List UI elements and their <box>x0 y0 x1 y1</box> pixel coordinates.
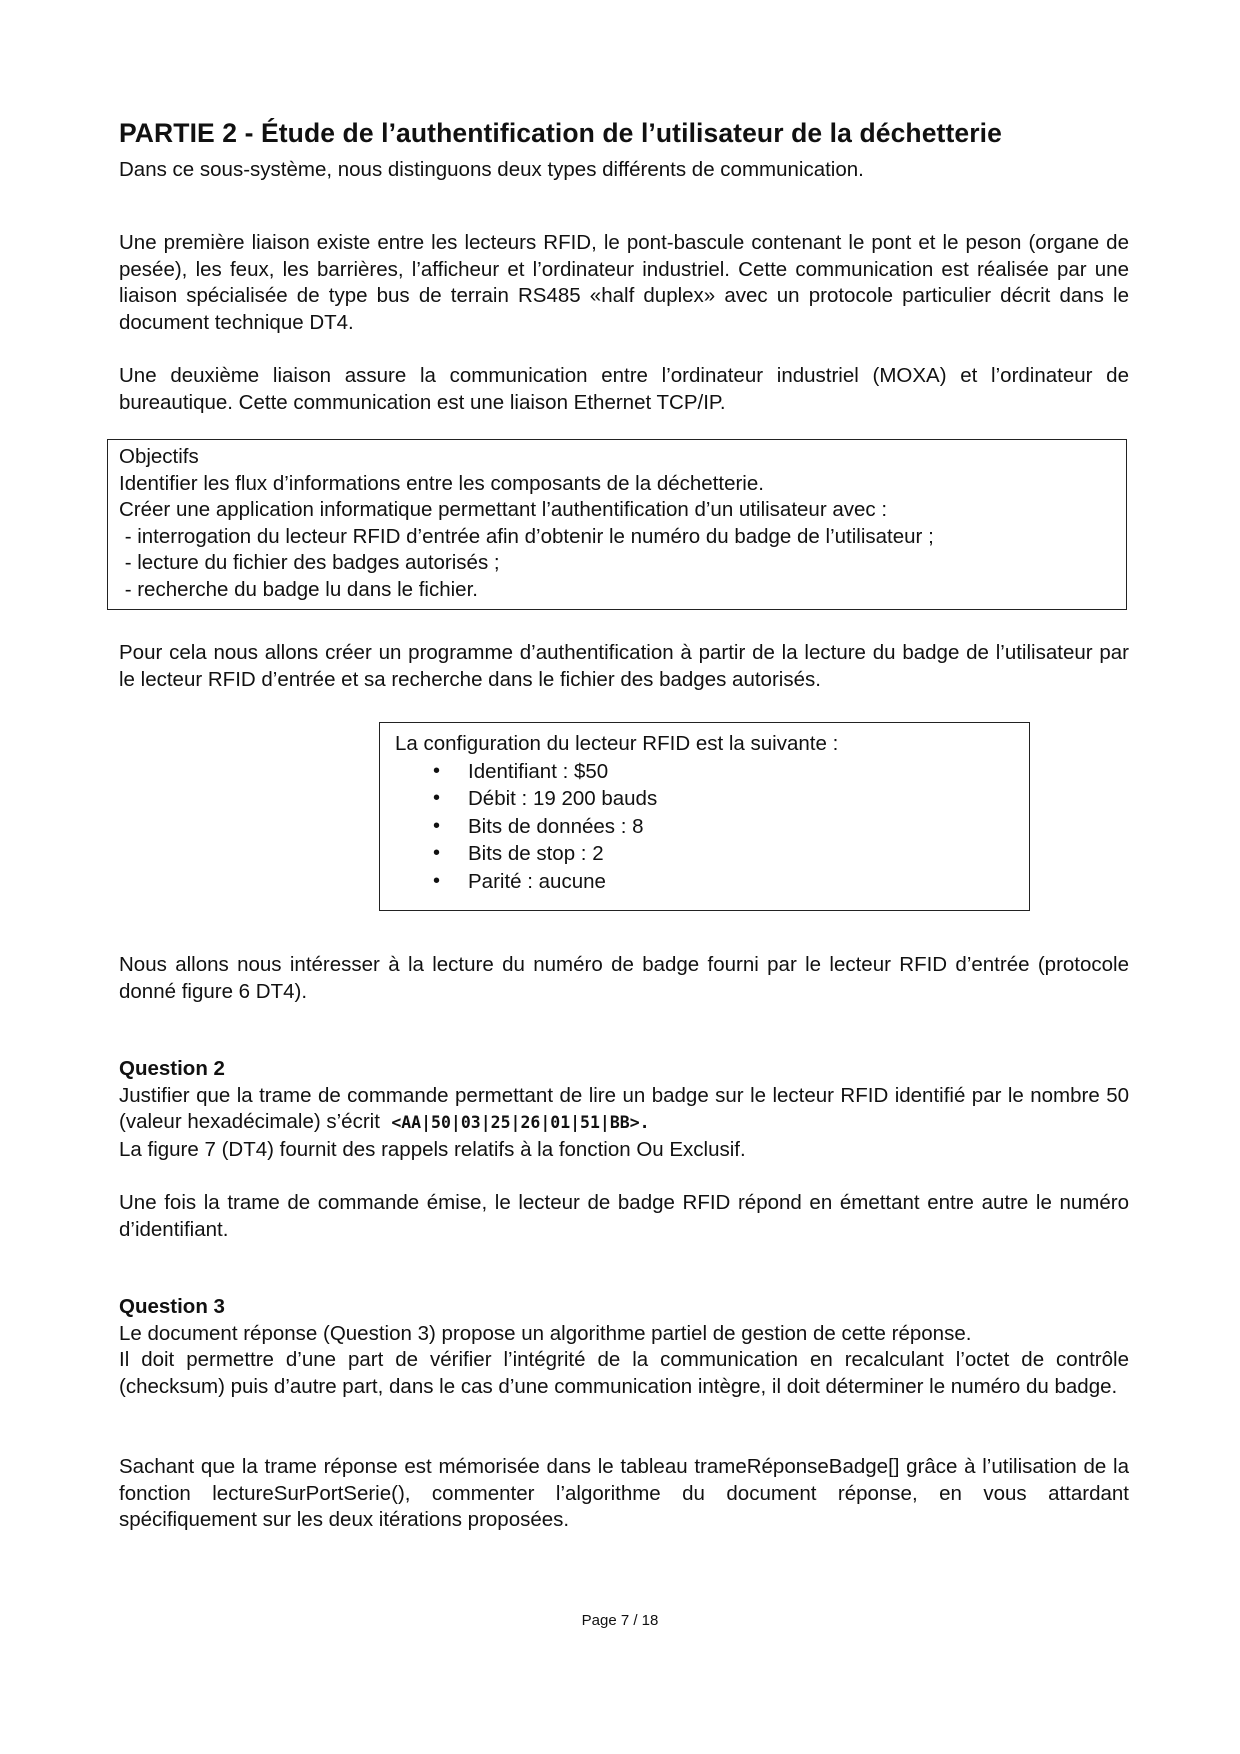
objectives-item: - lecture du fichier des badges autorisés ; <box>119 551 500 574</box>
intro-text: Dans ce sous-système, nous distinguons deux types différents de communication. <box>119 158 864 181</box>
question-3-text-1: Le document réponse (Question 3) propose un algorithme partiel de gestion de cette réponse. <box>119 1321 972 1345</box>
config-item-data-bits: • Bits de données : 8 <box>395 813 1029 841</box>
paragraph-second-link <box>119 363 1129 416</box>
para1-text: Une première liaison existe entre les lecteurs RFID, le pont-bascule contenant le pont et le peson (organe de pesée), les feux, les barrières, l’afficheur et l’ordinateur industriel. Cette communication est réalisée par une liaison spécialisée de type bus de terrain RS485 «half duplex» avec un protocole particulier décrit dans le document technique DT4. <box>119 231 1129 334</box>
question-2-text <box>119 1083 1129 1137</box>
para3-text: Pour cela nous allons créer un programme d’authentification à partir de la lecture du badge de l’utilisateur par le lecteur RFID d’entrée et sa recherche dans le fichier des badges autorisés. <box>119 641 1129 691</box>
paragraph-badge-reading <box>119 952 1129 1005</box>
config-list <box>395 758 1029 896</box>
config-item-baud-rate: • Débit : 19 200 bauds <box>395 785 1029 813</box>
paragraph-first-link <box>119 230 1129 336</box>
objectives-line-2: Créer une application informatique permettant l’authentification d’un utilisateur avec : <box>119 498 888 521</box>
config-heading: La configuration du lecteur RFID est la suivante : <box>395 732 839 755</box>
page-number: Page 7 / 18 <box>581 1612 659 1629</box>
command-frame: <AA|50|03|25|26|01|51|BB>. <box>391 1113 650 1132</box>
question-2-statement: Justifier que la trame de commande permettant de lire un badge sur le lecteur RFID identifié par le nombre 50 (valeur hexadécimale) s’écrit <box>119 1083 1129 1133</box>
question-3-text-2: Il doit permettre d’une part de vérifier l’intégrité de la communication en recalculant l’octet de contrôle (checksum) puis d’autre part, dans le cas d’une communication intègre, il doit déterminer le numéro du badge. <box>119 1348 1129 1398</box>
intro-paragraph <box>119 157 1129 184</box>
config-item-stop-bits: • Bits de stop : 2 <box>395 840 1029 868</box>
paragraph-program <box>119 640 1129 693</box>
question-2-note: La figure 7 (DT4) fournit des rappels relatifs à la fonction Ou Exclusif. <box>119 1137 746 1161</box>
paragraph-reader-response <box>119 1190 1129 1243</box>
para2-text: Une deuxième liaison assure la communication entre l’ordinateur industriel (MOXA) et l’ordinateur de bureautique. Cette communication est une liaison Ethernet TCP/IP. <box>119 364 1129 414</box>
objectives-item: - interrogation du lecteur RFID d’entrée afin d’obtenir le numéro du badge de l’utilisateur ; <box>119 524 934 548</box>
objectives-box <box>107 439 1127 610</box>
question-2-section <box>119 1056 1129 1163</box>
objectives-line-1: Identifier les flux d’informations entre les composants de la déchetterie. <box>119 471 764 495</box>
para4-text: Nous allons nous intéresser à la lecture du numéro de badge fourni par le lecteur RFID d’entrée (protocole donné figure 6 DT4). <box>119 953 1129 1003</box>
objectives-heading: Objectifs <box>119 445 199 468</box>
question-2-label: Question 2 <box>119 1057 225 1080</box>
question-3-label: Question 3 <box>119 1295 225 1318</box>
para6-text: Sachant que la trame réponse est mémorisée dans le tableau trameRéponseBadge[] grâce à l’utilisation de la fonction lectureSurPortSerie(), commenter l’algorithme du document réponse, en vous attardant spécifiquement sur les deux itérations proposées. <box>119 1455 1129 1531</box>
page-title: PARTIE 2 - Étude de l’authentification de l’utilisateur de la déchetterie <box>119 118 1002 148</box>
question-3-section <box>119 1294 1129 1400</box>
rfid-config-box <box>379 722 1030 911</box>
para5-text: Une fois la trame de commande émise, le lecteur de badge RFID répond en émettant entre autre le numéro d’identifiant. <box>119 1191 1129 1241</box>
paragraph-algorithm <box>119 1454 1129 1534</box>
objectives-item: - recherche du badge lu dans le fichier. <box>119 577 478 601</box>
config-item-parity: • Parité : aucune <box>395 868 1029 896</box>
config-item-identifier: • Identifiant : $50 <box>395 758 1029 786</box>
